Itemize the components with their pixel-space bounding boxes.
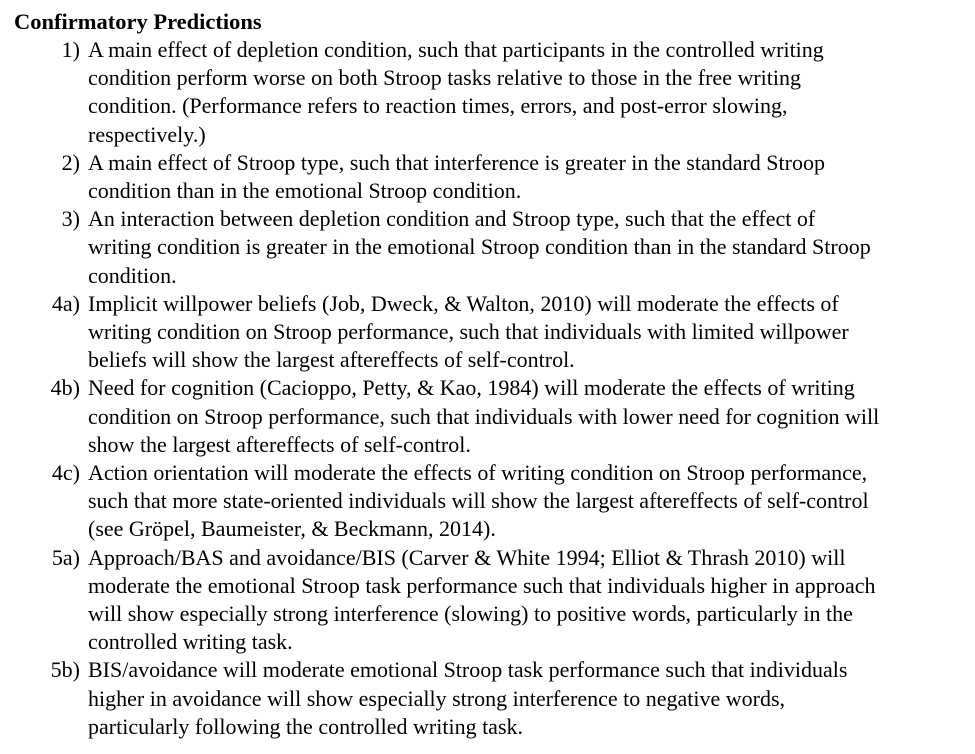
item-line: writing condition on Stroop performance, such that individuals with limited willpower xyxy=(88,319,849,345)
item-line: An interaction between depletion condition and Stroop type, such that the effect of xyxy=(88,206,816,232)
item-marker: 3) xyxy=(61,206,80,232)
item-line: condition on Stroop performance, such that individuals with lower need for cognition will xyxy=(88,403,880,429)
item-line: Action orientation will moderate the effects of writing condition on Stroop performance, xyxy=(88,460,868,486)
item-marker: 5b) xyxy=(50,657,80,683)
item-line: condition. xyxy=(88,262,177,288)
item-marker: 1) xyxy=(61,37,80,62)
predictions-list xyxy=(14,36,969,741)
section-heading: Confirmatory Predictions xyxy=(14,9,262,34)
item-line: such that more state-oriented individuals will show the largest aftereffects of self-control xyxy=(88,488,869,514)
item-line: moderate the emotional Stroop task performance such that individuals higher in approach xyxy=(88,572,876,598)
list-item xyxy=(14,149,969,205)
item-line: beliefs will show the largest aftereffects of self-control. xyxy=(88,347,575,373)
item-line: particularly following the controlled writing task. xyxy=(88,713,524,739)
item-line: condition. (Performance refers to reaction times, errors, and post-error slowing, xyxy=(88,93,788,119)
item-line: Implicit willpower beliefs (Job, Dweck, & Walton, 2010) will moderate the effects of xyxy=(88,290,839,316)
item-line: A main effect of Stroop type, such that interference is greater in the standard Stroop xyxy=(88,149,825,175)
item-line: condition perform worse on both Stroop tasks relative to those in the free writing xyxy=(88,65,802,91)
list-item xyxy=(14,459,969,544)
list-item xyxy=(14,374,969,459)
item-line: controlled writing task. xyxy=(88,629,293,655)
document xyxy=(14,8,969,741)
item-line: BIS/avoidance will moderate emotional Stroop task performance such that individuals xyxy=(88,657,848,683)
list-item xyxy=(14,205,969,290)
item-marker: 4c) xyxy=(51,460,80,486)
item-line: respectively.) xyxy=(88,121,206,147)
item-line: writing condition is greater in the emotional Stroop condition than in the standard Stroop xyxy=(88,234,871,260)
item-line: show the largest aftereffects of self-control. xyxy=(88,431,471,457)
item-marker: 2) xyxy=(61,149,80,175)
list-item xyxy=(14,544,969,657)
list-item xyxy=(14,656,969,741)
item-line: Need for cognition (Cacioppo, Petty, & Kao, 1984) will moderate the effects of writing xyxy=(88,375,855,401)
item-line: will show especially strong interference (slowing) to positive words, particularly in the xyxy=(88,601,853,627)
item-marker: 4b) xyxy=(50,375,80,401)
item-line: Approach/BAS and avoidance/BIS (Carver & White 1994; Elliot & Thrash 2010) will xyxy=(88,544,846,570)
item-marker: 4a) xyxy=(51,290,80,316)
item-marker: 5a) xyxy=(51,544,80,570)
item-line: (see Gröpel, Baumeister, & Beckmann, 2014). xyxy=(88,516,496,542)
item-line: higher in avoidance will show especially strong interference to negative words, xyxy=(88,685,786,711)
list-item xyxy=(14,36,969,149)
list-item xyxy=(14,290,969,375)
item-line: A main effect of depletion condition, such that participants in the controlled writing xyxy=(88,37,824,62)
item-line: condition than in the emotional Stroop condition. xyxy=(88,178,522,204)
